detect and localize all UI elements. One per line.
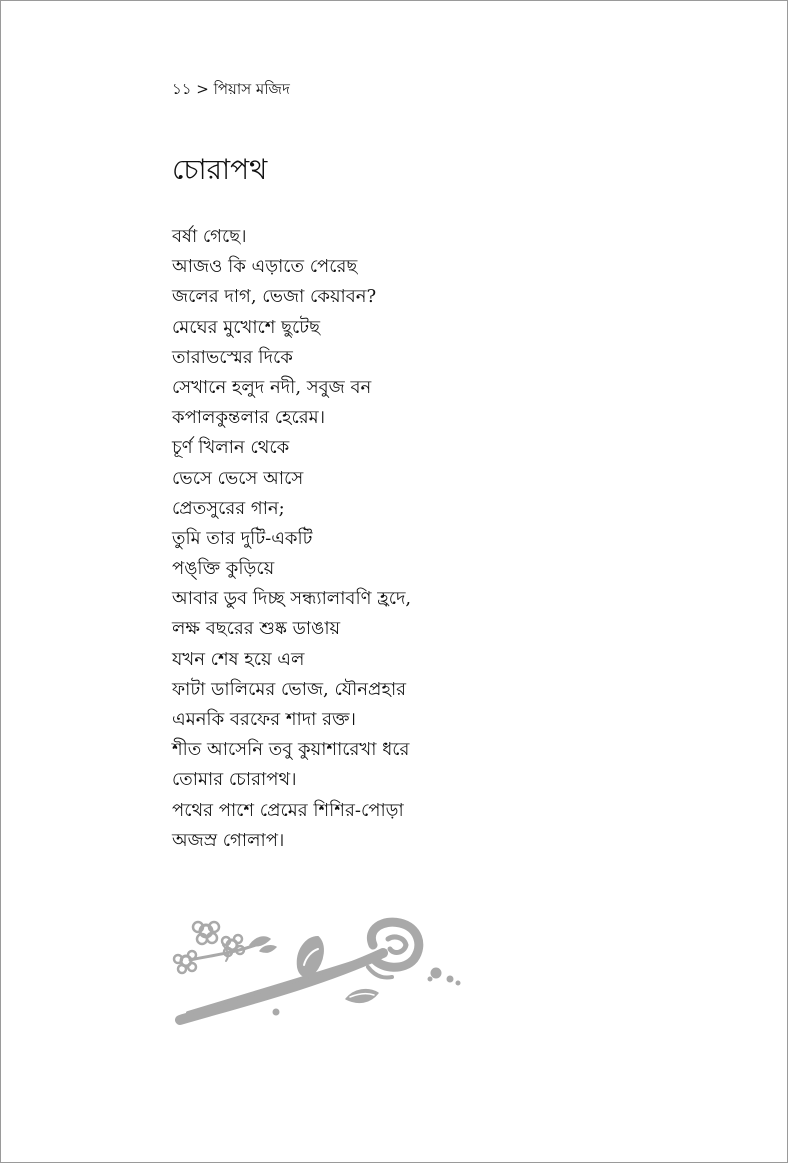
poem-line: অজস্র গোলাপ। — [172, 829, 285, 851]
poem-line: তুমি তার দুটি-একটি — [172, 527, 313, 549]
poem-line: ফাটা ডালিমের ভোজ, যৌনপ্রহার — [172, 678, 407, 700]
poem-line: তারাভস্মের দিকে — [172, 346, 293, 368]
poem-body — [172, 222, 411, 856]
poem-line: চূর্ণ খিলান থেকে — [172, 437, 290, 459]
poem-line: আজও কি এড়াতে পেরেছ — [172, 256, 358, 278]
running-head: ১১ > পিয়াস মজিদ — [172, 80, 290, 98]
poem-line: শীত আসেনি তবু কুয়াশারেখা ধরে — [172, 739, 410, 761]
poem-line: পথের পাশে প্রেমের শিশির-পোড়া — [172, 799, 404, 821]
poem-line: কপালকুন্তলার হেরেম। — [172, 407, 326, 429]
poem-line: তোমার চোরাপথ। — [172, 769, 297, 791]
poem-line: সেখানে হলুদ নদী, সবুজ বন — [172, 376, 372, 398]
floral-branch-ornament-icon — [168, 915, 468, 1030]
poem-line: প্রেতসুরের গান; — [172, 497, 285, 519]
poem-line: পঙ্‌ক্তি কুড়িয়ে — [172, 558, 275, 580]
poem-line: মেঘের মুখোশে ছুটেছ — [172, 316, 320, 338]
poem-line: বর্ষা গেছে। — [172, 226, 247, 247]
poem-line: যখন শেষ হয়ে এল — [172, 648, 305, 670]
poem-line: জলের দাগ, ভেজা কেয়াবন? — [172, 286, 377, 308]
poem-line: ভেসে ভেসে আসে — [172, 467, 304, 489]
poem-line: এমনকি বরফের শাদা রক্ত। — [172, 709, 356, 730]
poem-title: চোরাপথ — [172, 153, 268, 186]
poem-line: আবার ডুব দিচ্ছ সন্ধ্যালাবণি হ্রদে, — [172, 588, 412, 610]
poem-line: লক্ষ বছরের শুষ্ক ডাঙায় — [172, 618, 341, 640]
